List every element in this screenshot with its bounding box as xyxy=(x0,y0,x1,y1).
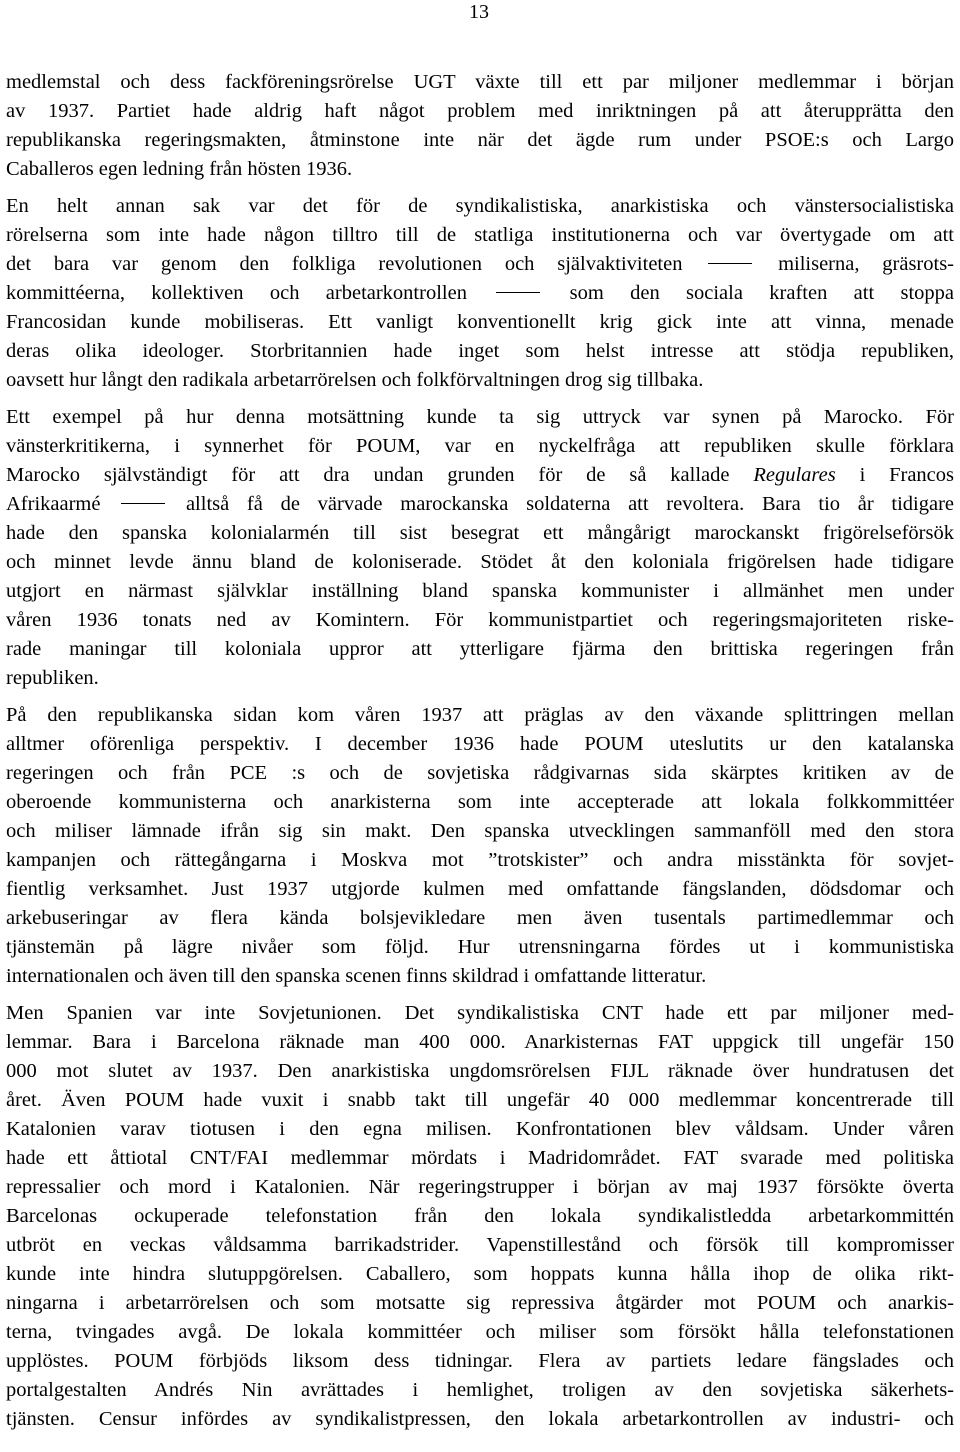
text-line: repressalier och mord i Katalonien. När regeringstrupper i början av maj 1937 försökte överta xyxy=(6,1176,954,1198)
paragraph-2 xyxy=(6,192,954,395)
paragraph-3 xyxy=(6,403,954,693)
document-body xyxy=(6,68,954,1442)
text-line: deras olika ideologer. Storbritannien hade inget som helst intresse att stödja republiken, xyxy=(6,340,954,362)
text-line: vänsterkritikerna, i synnerhet för POUM, var en nyckelfråga att republiken skulle förklara xyxy=(6,435,954,457)
text-line: av 1937. Partiet hade aldrig haft något problem med inriktningen på att återupprätta den xyxy=(6,100,954,122)
text-segment: alltså få de värvade marockanska soldaterna att revoltera. Bara tio år tidigare xyxy=(185,493,955,515)
text-line: terna, tvingades avgå. De lokala kommittéer och miliser som försökt hålla telefonstationen xyxy=(6,1321,954,1343)
text-line: portalgestalten Andrés Nin avrättades i hemlighet, troligen av den sovjetiska säkerhets- xyxy=(6,1379,954,1401)
text-line: hade ett åttiotal CNT/FAI medlemmar mördats i Madridområdet. FAT svarade med politiska xyxy=(6,1147,954,1169)
em-dash xyxy=(708,263,752,264)
text-line: fientlig verksamhet. Just 1937 utgjorde kulmen med omfattande fängslanden, dödsdomar och xyxy=(6,878,954,900)
text-line: året. Även POUM hade vuxit i snabb takt till ungefär 40 000 medlemmar koncentrerade till xyxy=(6,1089,954,1111)
text-line xyxy=(6,279,954,308)
text-line: På den republikanska sidan kom våren 1937 att präglas av den växande splittringen mellan xyxy=(6,704,954,726)
text-line: Ett exempel på hur denna motsättning kunde ta sig uttryck var synen på Marocko. För xyxy=(6,406,954,428)
text-segment: kommittéerna, kollektiven och arbetarkontrollen xyxy=(6,282,467,304)
text-line: rade maningar till koloniala uppror att ytterligare fjärma den brittiska regeringen från xyxy=(6,638,954,660)
text-line: republikanska regeringsmakten, åtminstone inte när det ägde rum under PSOE:s och Largo xyxy=(6,129,954,151)
text-segment: Marocko självständigt för att dra undan grunden för de så kallade xyxy=(6,464,730,486)
text-line: rörelserna som inte hade någon tilltro till de statliga institutionerna och var övertygade om att xyxy=(6,224,954,246)
text-line: upplöstes. POUM förbjöds liksom dess tidningar. Flera av partiets ledare fängslades och xyxy=(6,1350,954,1372)
text-line: utbröt en veckas våldsamma barrikadstrider. Vapenstillestånd och försök till kompromisser xyxy=(6,1234,954,1256)
text-line: oavsett hur långt den radikala arbetarrörelsen och folkförvaltningen drog sig tillbaka. xyxy=(6,369,704,391)
text-line: internationalen och även till den spanska scenen finns skildrad i omfattande litteratur. xyxy=(6,965,707,987)
text-line xyxy=(6,490,954,519)
text-line: Katalonien varav tiotusen i den egna milisen. Konfrontationen blev våldsam. Under våren xyxy=(6,1118,954,1140)
text-line: kampanjen och rättegångarna i Moskva mot ”trotskister” och andra misstänkta för sovjet- xyxy=(6,849,954,871)
text-line xyxy=(6,250,954,279)
paragraph-1 xyxy=(6,68,954,184)
text-line: våren 1936 tonats ned av Komintern. För kommunistpartiet och regeringsmajoriteten riske- xyxy=(6,609,954,631)
text-line: En helt annan sak var det för de syndikalistiska, anarkistiska och vänstersocialistiska xyxy=(6,195,954,217)
text-line: Caballeros egen ledning från hösten 1936. xyxy=(6,158,353,180)
text-segment: som den sociala kraften att stoppa xyxy=(569,282,954,304)
text-line: kunde inte hindra slutuppgörelsen. Caballero, som hoppats kunna hålla ihop de olika rikt- xyxy=(6,1263,954,1285)
text-segment: Afrikaarmé xyxy=(6,493,101,515)
page-number: 13 xyxy=(469,1,489,23)
text-line: regeringen och från PCE :s och de sovjetiska rådgivarnas sida skärptes kritiken av de xyxy=(6,762,954,784)
text-line: hade den spanska kolonialarmén till sist besegrat ett mångårigt marockanskt frigörelseförsök xyxy=(6,522,954,544)
text-line: utgjort en närmast självklar inställning bland spanska kommunister i allmänhet men under xyxy=(6,580,954,602)
text-segment: det bara var genom den folkliga revolutionen och självaktiviteten xyxy=(6,253,683,275)
text-line: Francosidan kunde mobiliseras. Ett vanligt konventionellt krig gick inte att vinna, menade xyxy=(6,311,954,333)
text-segment: i Francos xyxy=(859,464,955,486)
text-line: republiken. xyxy=(6,667,99,689)
text-line: 000 mot slutet av 1937. Den anarkistiska ungdomsrörelsen FIJL räknade över hundratusen det xyxy=(6,1060,954,1082)
text-line: lemmar. Bara i Barcelona räknade man 400 000. Anarkisternas FAT uppgick till ungefär 150 xyxy=(6,1031,954,1053)
paragraph-4 xyxy=(6,701,954,991)
text-line: Barcelonas ockuperade telefonstation från den lokala syndikalistledda arbetarkommittén xyxy=(6,1205,954,1227)
text-line: medlemstal och dess fackföreningsrörelse UGT växte till ett par miljoner medlemmar i början xyxy=(6,71,954,93)
text-line: tjänstemän på lägre nivåer som följd. Hur utrensningarna fördes ut i kommunistiska xyxy=(6,936,954,958)
em-dash xyxy=(496,292,540,293)
text-line: arkebuseringar av flera kända bolsjevikledare men även tusentals partimedlemmar och xyxy=(6,907,954,929)
paragraph-5 xyxy=(6,999,954,1434)
text-line: och minnet levde ännu bland de koloniserade. Stödet åt den koloniala frigörelsen hade tidigare xyxy=(6,551,954,573)
text-line: oberoende kommunisterna och anarkisterna som inte accepterade att lokala folkkommittéer xyxy=(6,791,954,813)
italic-term: Regulares xyxy=(753,464,836,486)
text-line xyxy=(6,461,954,490)
text-segment: miliserna, gräsrots- xyxy=(778,253,954,275)
text-line: och miliser lämnade ifrån sig sin makt. Den spanska utvecklingen sammanföll med den stora xyxy=(6,820,954,842)
text-line: tjänsten. Censur infördes av syndikalistpressen, den lokala arbetarkontrollen av industri- och xyxy=(6,1408,954,1430)
text-line: alltmer oförenliga perspektiv. I december 1936 hade POUM uteslutits ur den katalanska xyxy=(6,733,954,755)
text-line: Men Spanien var inte Sovjetunionen. Det syndikalistiska CNT hade ett par miljoner med- xyxy=(6,1002,954,1024)
em-dash xyxy=(121,503,165,504)
text-line: ningarna i arbetarrörelsen och som motsatte sig repressiva åtgärder mot POUM och anarkis- xyxy=(6,1292,954,1314)
